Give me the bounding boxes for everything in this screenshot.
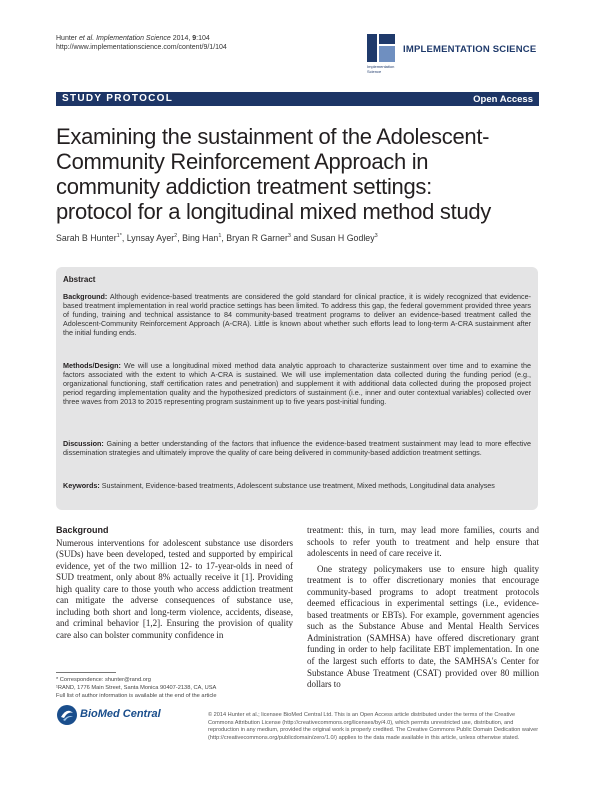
title-line: Community Reinforcement Approach in (56, 149, 429, 174)
abstract-title: Abstract (63, 275, 96, 284)
author-name[interactable]: Bing Han (182, 233, 219, 243)
journal-logo-sub1: Implementation (367, 64, 395, 69)
abstract-discussion-label: Discussion: (63, 439, 104, 448)
body-paragraph: Numerous interventions for adolescent substance use disorders (SUDs) have been developed, tested and supported by empirical evidence, yet of the two million 12- to 17-year-olds in need of SUD treatment, only about 8% actually receive it [1]. Providing high quality care to those youth who access addiction treatment can mitigate the adverse consequences of substance use, including both short and long-term violence, accidents, disease, and criminal behavior [1,2]. Ensuring the provision of quality care also can bolster community confidence in (56, 537, 293, 640)
journal-logo[interactable] (367, 34, 567, 74)
footnote (56, 676, 296, 700)
open-access-label: Open Access (473, 93, 533, 105)
article-type-label: STUDY PROTOCOL (62, 93, 174, 104)
publisher-logo[interactable] (56, 704, 161, 726)
article-url[interactable]: http://www.implementationscience.com/content/9/1/104 (56, 44, 227, 51)
citation-year: 2014, (170, 35, 193, 42)
abstract-background-text: Although evidence-based treatments are considered the gold standard for clinical practice, it is widely recognized that evidence-based treatment implementation in real world practice settings has been limited. To address this gap, the federal government provided three years of funding, training and technical assistance to 84 community-based treatment programs to deliver an evidence-based treatment called the Adolescent-Community Reinforcement Approach (A-CRA). Little is known about whether such efforts lead to long-term A-CRA sustainment after the initial funding ends. (63, 292, 531, 338)
author-name[interactable]: Susan H Godley (310, 233, 375, 243)
author-affiliation: 3 (374, 233, 378, 240)
author-separator: and (290, 233, 311, 243)
author-separator: , (177, 233, 183, 243)
abstract-methods (63, 361, 531, 406)
citation-volume: 9 (192, 35, 197, 42)
author-info-note: Full list of author information is available at the end of the article (56, 693, 217, 699)
article-title (56, 124, 546, 224)
abstract-discussion (63, 439, 531, 457)
author-affiliation: 3 (287, 233, 291, 240)
journal-logo-subtitle (367, 64, 394, 74)
copyright-notice: © 2014 Hunter et al.; licensee BioMed Central Ltd. This is an Open Access article distributed under the terms of the Creative Commons Attribution License (http://creativecommons.org/licenses/by/4.0), which permits unrestricted use, distribution, and reproduction in any medium, provided the original work is properly credited. The Creative Commons Public Domain Dedication waiver (http://creativecommons.org/publicdomain/zero/1.0/) applies to the data made available in this article, unless otherwise stated. (208, 712, 539, 741)
abstract-keywords-label: Keywords: (63, 481, 100, 490)
author-name[interactable]: Bryan R Garner (226, 233, 288, 243)
citation-article: :104 (196, 35, 210, 42)
abstract-methods-text: We will use a longitudinal mixed method data analytic approach to characterize sustainment over time and to examine the factors associated with the extent to which A-CRA is sustained. We will use implementation data collected during the funding period (e.g., organizational functioning, staff certification rates and penetration) and supplement it with additional data collected during the proposed project period regarding implementation quality and the hypothesized predictors of sustainment (i.e., inner and outer contextual variables) collected over three waves from 2013 to 2015 representing program sustainment up to five years post-initial funding. (63, 361, 532, 407)
author-list (56, 233, 378, 243)
title-line: community addiction treatment settings: (56, 174, 432, 199)
author-separator: , (121, 233, 127, 243)
citation-etal: et al. (78, 35, 95, 42)
footnote-divider (56, 672, 116, 673)
abstract-keywords (63, 481, 531, 490)
body-column-right (307, 525, 539, 691)
abstract-methods-label: Methods/Design: (63, 361, 121, 370)
abstract-background (63, 292, 531, 337)
publisher-name: BioMed Central (80, 708, 161, 720)
author-affiliation: 1 (218, 233, 222, 240)
body-column-left (56, 525, 293, 641)
article-type-bar (56, 92, 539, 106)
journal-logo-sub2: Science (367, 69, 382, 74)
title-line: Examining the sustainment of the Adolescent- (56, 124, 490, 149)
abstract-background-label: Background: (63, 292, 108, 301)
citation-authors: Hunter (56, 35, 79, 42)
correspondence-email[interactable]: * Correspondence: shunter@rand.org (56, 677, 151, 683)
body-paragraph: One strategy policymakers use to ensure high quality treatment is to offer discretionary monies that encourage community-based programs to adopt treatment protocols deemed efficacious in experimental settings (i.e., evidence-based treatments or EBTs). For example, government agencies such as the Substance Abuse and Mental Health Services Administration (SAMHSA) have offered discretionary grant funding in order to help facilitate EBT implementation. In one of the largest such efforts to date, the SAMHSA's Center for Substance Abuse Treatment (CSAT) provided over 80 million dollars to (307, 563, 539, 690)
title-line: protocol for a longitudinal mixed method study (56, 199, 492, 224)
journal-name: IMPLEMENTATION SCIENCE (403, 44, 537, 55)
author-affiliation: 1* (116, 233, 122, 240)
journal-logo-mark-icon (367, 34, 397, 64)
citation-line (56, 34, 210, 43)
author-affiliation: 2 (174, 233, 178, 240)
author-separator: , (221, 233, 227, 243)
abstract-box (56, 267, 538, 510)
citation-journal: Implementation Science (96, 35, 171, 42)
affiliation-address: ¹RAND, 1776 Main Street, Santa Monica 90407-2138, CA, USA (56, 685, 217, 691)
abstract-keywords-text: Sustainment, Evidence-based treatments, Adolescent substance use treatment, Mixed methods, Longitudinal data analyses (101, 481, 495, 490)
publisher-logo-icon (56, 704, 78, 726)
author-name[interactable]: Sarah B Hunter (56, 233, 117, 243)
abstract-discussion-text: Gaining a better understanding of the factors that influence the evidence-based treatment sustainment may lead to more effective dissemination strategies and ultimately improve the quality of care being delivered in community-based addiction treatment settings. (63, 439, 532, 458)
section-heading-background: Background (56, 525, 109, 535)
author-name[interactable]: Lynsay Ayer (126, 233, 175, 243)
body-paragraph: treatment: this, in turn, may lead more families, courts and schools to refer youth to treatment and help ensure that adolescents in need of care receive it. (307, 525, 539, 559)
